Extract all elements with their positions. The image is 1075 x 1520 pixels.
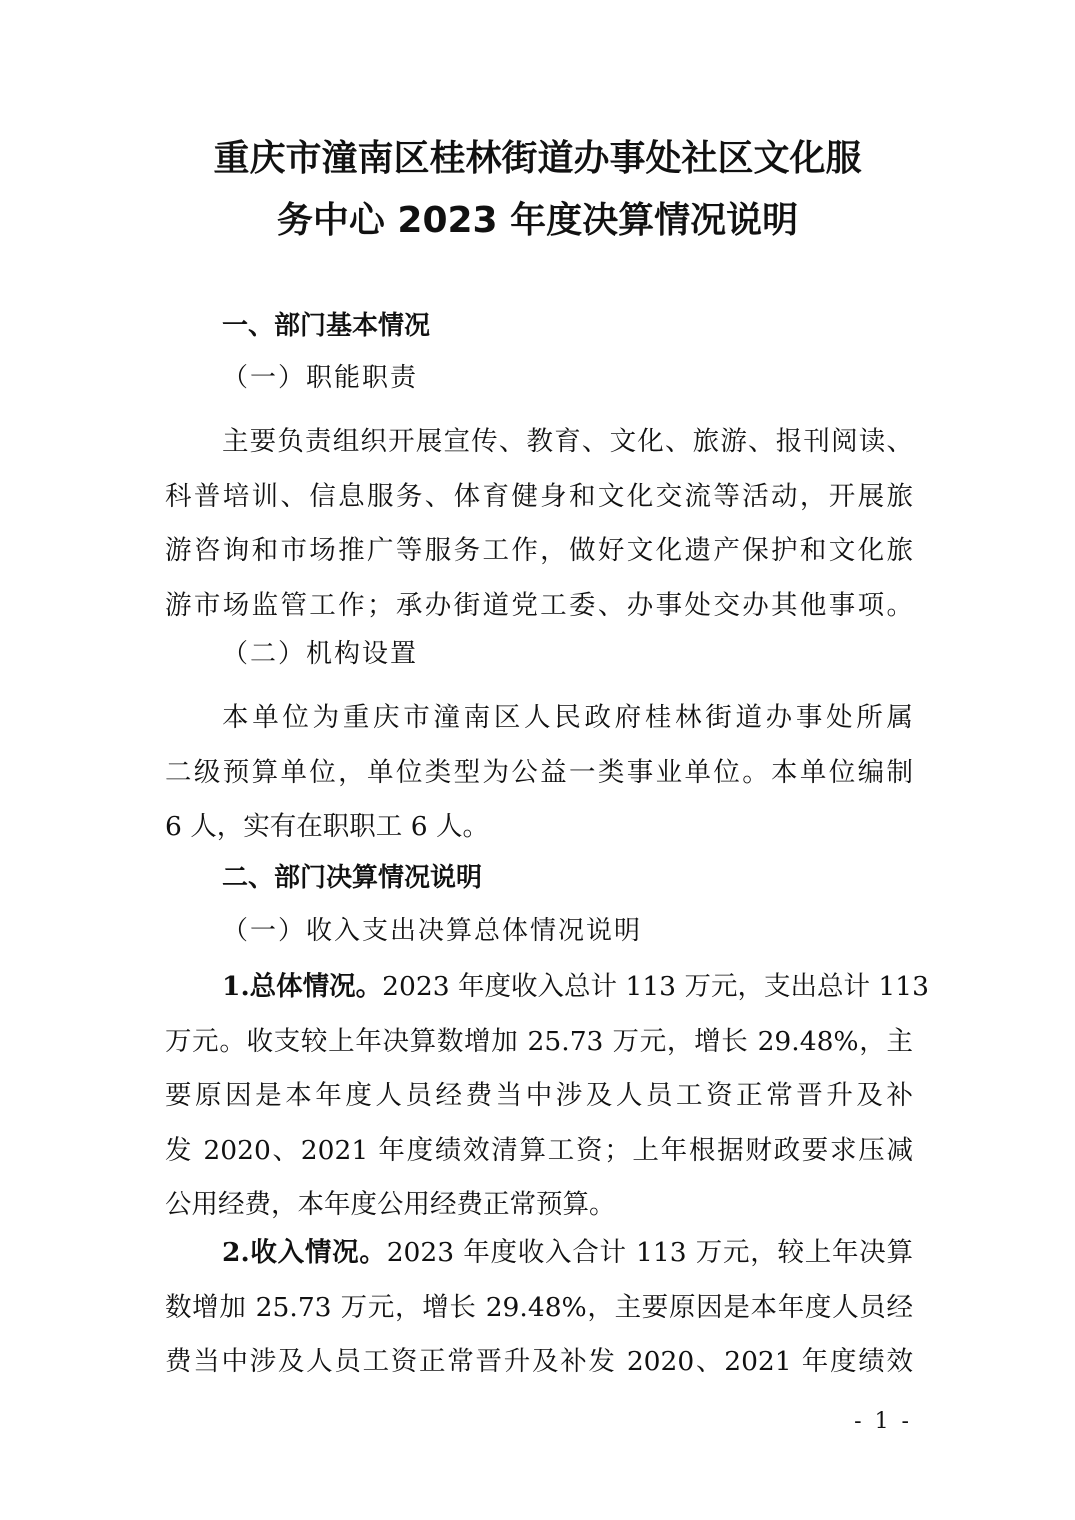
paragraph-line-rest: 2023 年度收入合计 113 万元，较上年决算 [386, 1237, 914, 1268]
paragraph-line-rest: 2023 年度收入总计 113 万元，支出总计 113 [382, 971, 929, 1002]
title-line-1: 重庆市潼南区桂林街道办事处社区文化服 [213, 138, 862, 179]
page-number: - 1 - [854, 1409, 912, 1434]
document-title [120, 128, 955, 252]
subheading-duties: （一）职能职责 [222, 363, 419, 393]
paragraph-line: 二级预算单位，单位类型为公益一类事业单位。本单位编制 [165, 756, 913, 788]
paragraph-line: 要原因是本年度人员经费当中涉及人员工资正常晋升及补 [165, 1080, 913, 1111]
paragraph-duties [165, 415, 913, 633]
paragraph-overall [165, 960, 929, 1233]
paragraph-line: 万元。收支较上年决算数增加 25.73 万元，增长 29.48%，主 [165, 1025, 913, 1057]
paragraph-line: 费当中涉及人员工资正常晋升及补发 2020、2021 年度绩效 [165, 1346, 913, 1377]
paragraph-lead: 1.总体情况。 [222, 971, 383, 1002]
paragraph-organization [165, 691, 913, 855]
paragraph-lead: 2.收入情况。 [222, 1237, 387, 1268]
paragraph-income [165, 1226, 913, 1390]
paragraph-line: 发 2020、2021 年度绩效清算工资；上年根据财政要求压减 [165, 1134, 913, 1166]
paragraph-line [165, 960, 929, 1015]
section-heading-basic-info: 一、部门基本情况 [222, 311, 431, 341]
subheading-organization: （二）机构设置 [222, 639, 419, 669]
paragraph-line: 科普培训、信息服务、体育健身和文化交流等活动，开展旅 [165, 480, 913, 512]
paragraph-line: 6 人，实有在职职工 6 人。 [165, 811, 489, 842]
paragraph-line: 主要负责组织开展宣传、教育、文化、旅游、报刊阅读、 [222, 426, 913, 457]
title-line-2: 务中心 2023 年度决算情况说明 [276, 200, 799, 241]
paragraph-line: 数增加 25.73 万元，增长 29.48%，主要原因是本年度人员经 [165, 1291, 913, 1323]
paragraph-line: 游咨询和市场推广等服务工作，做好文化遗产保护和文化旅 [165, 535, 913, 566]
section-heading-budget-report: 二、部门决算情况说明 [222, 863, 483, 893]
paragraph-line: 本单位为重庆市潼南区人民政府桂林街道办事处所属 [222, 702, 913, 733]
paragraph-line: 游市场监管工作；承办街道党工委、办事处交办其他事项。 [165, 589, 913, 621]
subheading-income-expense-overview: （一）收入支出决算总体情况说明 [222, 916, 643, 946]
paragraph-line [165, 1226, 913, 1281]
paragraph-line: 公用经费，本年度公用经费正常预算。 [165, 1189, 616, 1220]
